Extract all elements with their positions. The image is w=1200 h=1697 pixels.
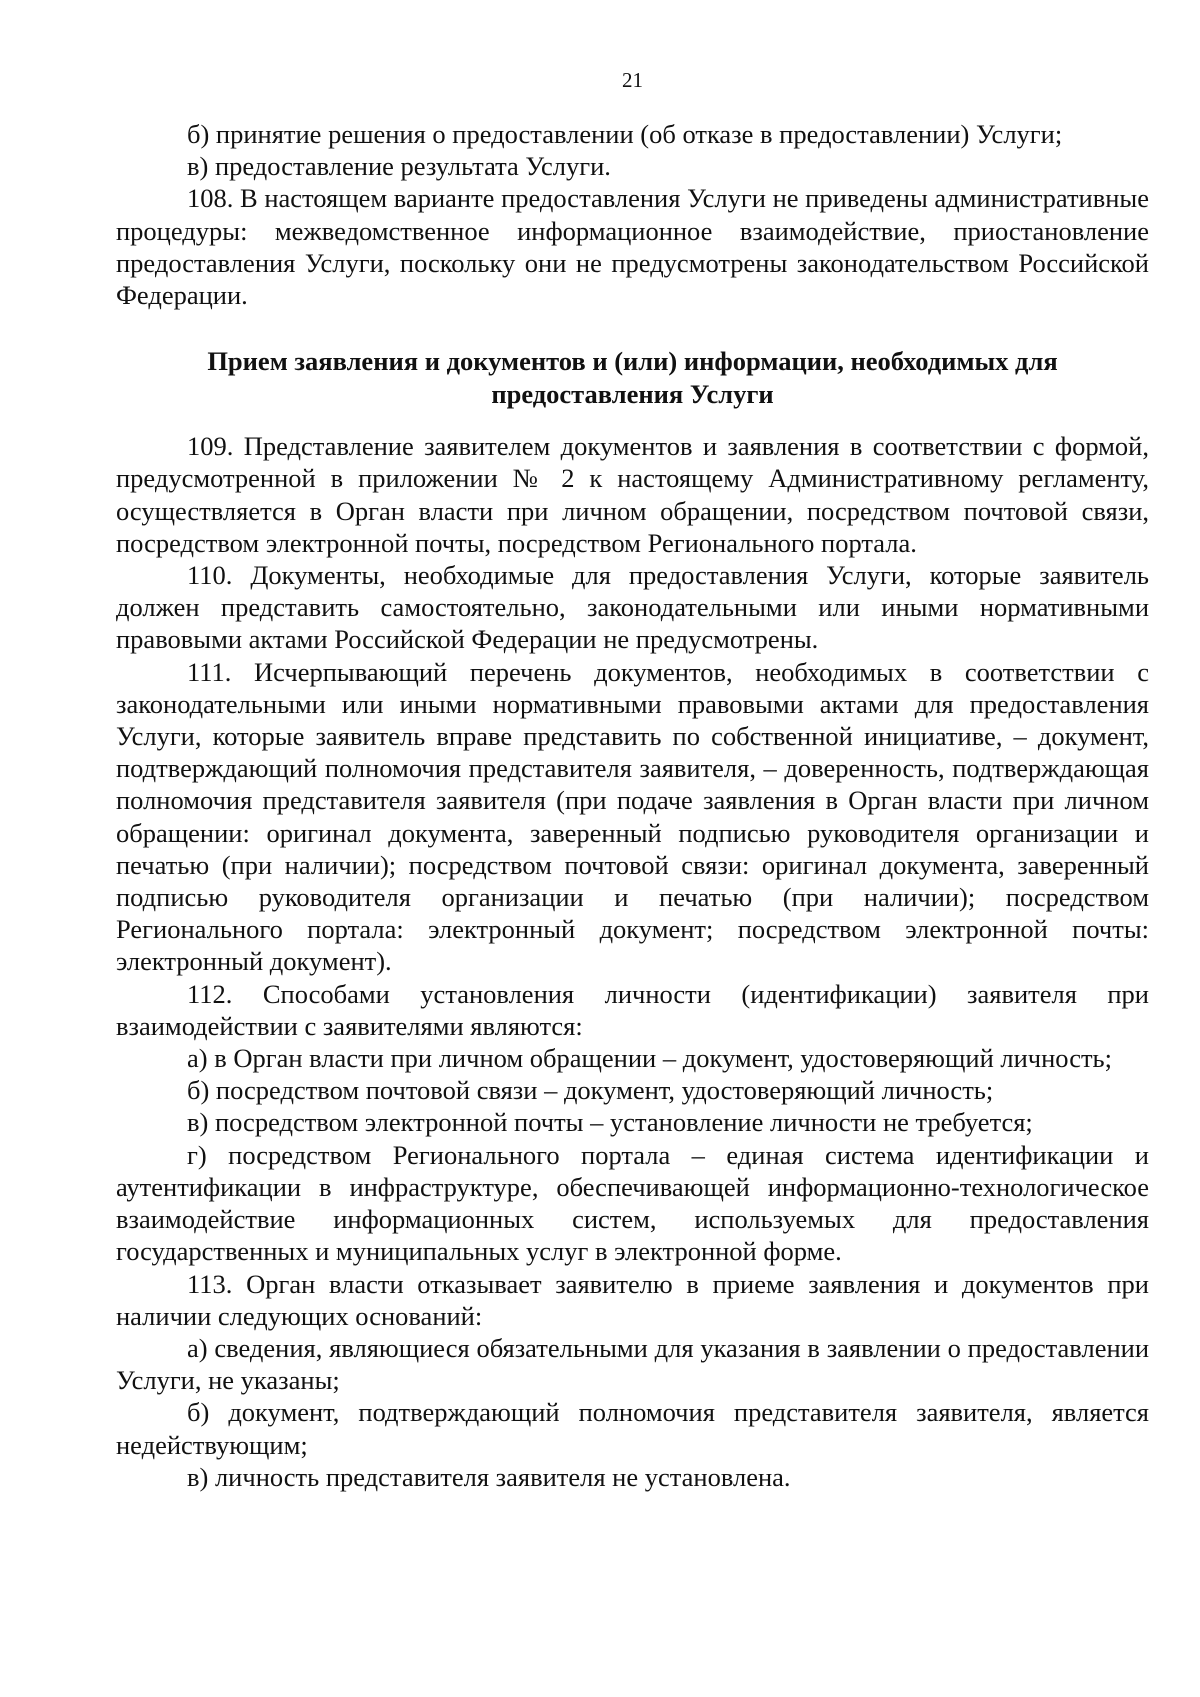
page-number: 21 (622, 68, 643, 92)
paragraph-112-b: б) посредством почтовой связи – документ, удостоверяющий личность; (187, 1075, 994, 1106)
section-heading-line-1: Прием заявления и документов и (или) информации, необходимых для (207, 346, 1058, 377)
paragraph-113-a: а) сведения, являющиеся обязательными для указания в заявлении о предоставлении Услуги, не указаны; (116, 1332, 1149, 1396)
paragraph-108: 108. В настоящем варианте предоставления Услуги не приведены административные процедуры: межведомственное информационное взаимодействие, приостановление предоставления Услуги, поскольку они не предусмотрены законодательством Российской Федерации. (116, 183, 1149, 311)
section-heading-line-2: предоставления Услуги (491, 378, 774, 409)
document-body (116, 118, 1149, 1493)
paragraph-110: 110. Документы, необходимые для предоставления Услуги, которые заявитель должен представить самостоятельно, законодательными или иными нормативными правовыми актами Российской Федерации не предусмотрены. (116, 560, 1149, 655)
paragraph-111: 111. Исчерпывающий перечень документов, необходимых в соответствии с законодательными или иными нормативными правовыми актами для предоставления Услуги, которые заявитель вправе представить по собственной инициативе, – документ, подтверждающий полномочия представителя заявителя, – доверенность, подтверждающая полномочия представителя заявителя (при подаче заявления в Орган власти при личном обращении: оригинал документа, заверенный подписью руководителя организации и печатью (при наличии); посредством почтовой связи: оригинал документа, заверенный подписью руководителя организации и печатью (при наличии); посредством Регионального портала: электронный документ; посредством электронной почты: электронный документ). (116, 656, 1149, 977)
paragraph-b-decision: б) принятие решения о предоставлении (об отказе в предоставлении) Услуги; (187, 119, 1063, 149)
paragraph-113-b: б) документ, подтверждающий полномочия представителя заявителя, является недействующим; (116, 1397, 1149, 1460)
paragraph-v-result: в) предоставление результата Услуги. (187, 151, 611, 182)
paragraph-112: 112. Способами установления личности (идентификации) заявителя при взаимодействии с заявителями являются: (116, 978, 1149, 1041)
paragraph-109: 109. Представление заявителем документов и заявления в соответствии с формой, предусмотренной в приложении № 2 к настоящему Административному регламенту, осуществляется в Орган власти при личном обращении, посредством почтовой связи, посредством электронной почты, посредством Регионального портала. (116, 431, 1149, 558)
paragraph-113-v: в) личность представителя заявителя не установлена. (187, 1461, 791, 1492)
paragraph-113: 113. Орган власти отказывает заявителю в приеме заявления и документов при наличии следующих оснований: (116, 1268, 1149, 1331)
paragraph-112-g: г) посредством Регионального портала – единая система идентификации и аутентификации в инфраструктуре, обеспечивающей информационно-технологическое взаимодействие информационных систем, используемых для предоставления государственных и муниципальных услуг в электронной форме. (116, 1139, 1149, 1267)
paragraph-112-v: в) посредством электронной почты – установление личности не требуется; (187, 1107, 1033, 1138)
section-heading (116, 345, 1149, 410)
paragraph-112-a: а) в Орган власти при личном обращении – документ, удостоверяющий личность; (187, 1043, 1112, 1074)
